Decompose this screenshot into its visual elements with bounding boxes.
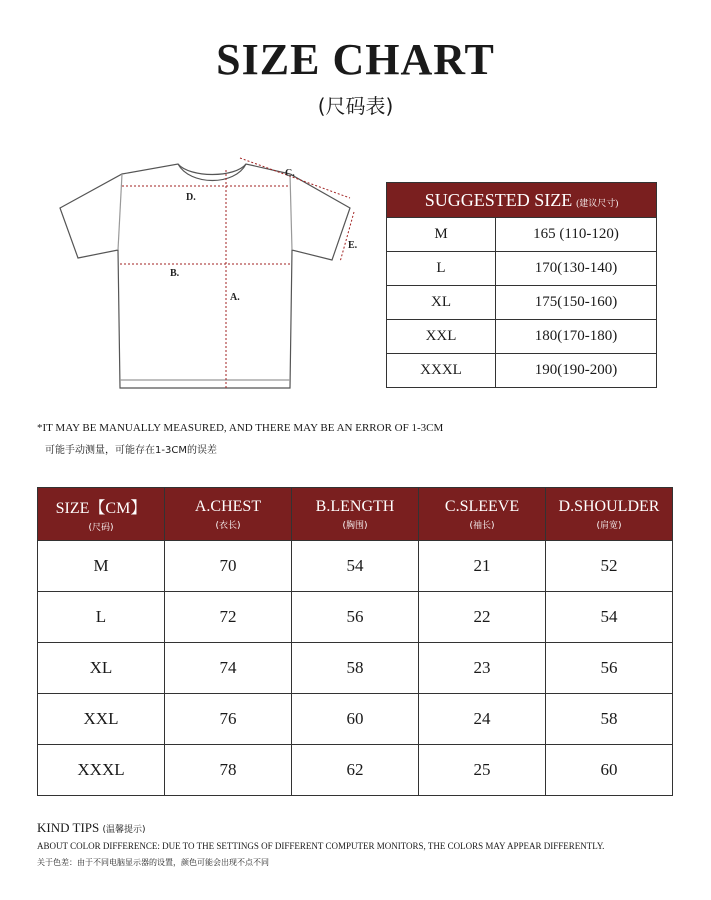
cuff-guide: [340, 212, 354, 262]
table-row: [38, 643, 673, 694]
chest-cell: 76: [165, 694, 292, 745]
size-cell: M: [38, 541, 165, 592]
page-subtitle: (尺码表): [317, 94, 394, 118]
suggested-height-cell: 175(150-160): [496, 286, 657, 320]
shoulder-cell: 60: [546, 745, 673, 796]
diagram-label-b: B.: [170, 268, 180, 279]
column-header-length: [292, 488, 419, 541]
suggested-height-cell: 190(190-200): [496, 354, 657, 388]
suggested-size-table: [386, 182, 657, 388]
kind-tips-heading: [37, 820, 146, 836]
table-row: [387, 320, 657, 354]
shoulder-cell: 58: [546, 694, 673, 745]
suggested-size-cell: XXXL: [387, 354, 496, 388]
column-header-shoulder: [546, 488, 673, 541]
table-row: [387, 354, 657, 388]
color-difference-note: ABOUT COLOR DIFFERENCE: DUE TO THE SETTINGS OF DIFFERENT COMPUTER MONITORS, THE COLORS MAY APPEAR DIFFERENTLY.: [37, 841, 605, 851]
table-row: [38, 745, 673, 796]
tshirt-outline: [60, 164, 350, 388]
kind-tips-title-cn: (温馨提示): [102, 825, 146, 835]
column-header-label: B.LENGTH: [315, 497, 395, 515]
shoulder-cell: 56: [546, 643, 673, 694]
tshirt-diagram: [50, 150, 370, 400]
kind-tips-title: KIND TIPS: [37, 820, 100, 835]
table-row: [38, 694, 673, 745]
suggested-height-cell: 180(170-180): [496, 320, 657, 354]
table-row: [38, 541, 673, 592]
table-header-row: [38, 488, 673, 541]
color-difference-note-cn: 关于色差：由于不同电脑显示器的设置，颜色可能会出现不点不同: [37, 858, 269, 867]
size-measurement-table: [37, 487, 673, 796]
measurement-note: *IT MAY BE MANUALLY MEASURED, AND THERE MAY BE AN ERROR OF 1-3CM: [37, 422, 444, 434]
sleeve-cell: 23: [419, 643, 546, 694]
suggested-size-title-cn: (建议尺寸): [576, 197, 619, 208]
size-cell: L: [38, 592, 165, 643]
page-title: SIZE CHART: [216, 35, 495, 84]
column-header-label-cn: (胸围): [342, 520, 368, 531]
column-header-label-cn: (尺码): [88, 523, 114, 533]
shoulder-cell: 52: [546, 541, 673, 592]
size-cell: XXL: [38, 694, 165, 745]
column-header-label: SIZE【CM】: [55, 500, 147, 517]
column-header-size: [38, 488, 165, 541]
column-header-label: D.SHOULDER: [558, 497, 660, 515]
chest-cell: 74: [165, 643, 292, 694]
diagram-label-e: E.: [348, 240, 358, 251]
sleeve-cell: 22: [419, 592, 546, 643]
measurement-note-cn: 可能手动测量，可能存在1-3CM的误差: [45, 445, 217, 456]
suggested-size-cell: M: [387, 218, 496, 252]
column-header-sleeve: [419, 488, 546, 541]
column-header-label: A.CHEST: [194, 497, 262, 515]
length-cell: 54: [292, 541, 419, 592]
sleeve-cell: 25: [419, 745, 546, 796]
diagram-label-c: C.: [285, 168, 295, 179]
suggested-size-cell: L: [387, 252, 496, 286]
suggested-size-cell: XL: [387, 286, 496, 320]
length-cell: 58: [292, 643, 419, 694]
suggested-height-cell: 165 (110-120): [496, 218, 657, 252]
table-row: [38, 592, 673, 643]
size-cell: XL: [38, 643, 165, 694]
length-cell: 56: [292, 592, 419, 643]
column-header-label: C.SLEEVE: [444, 497, 520, 515]
length-cell: 62: [292, 745, 419, 796]
table-row: [387, 252, 657, 286]
column-header-label-cn: (袖长): [469, 520, 495, 531]
suggested-height-cell: 170(130-140): [496, 252, 657, 286]
column-header-chest: [165, 488, 292, 541]
diagram-label-a: A.: [230, 292, 240, 303]
sleeve-cell: 24: [419, 694, 546, 745]
suggested-size-header: [387, 183, 657, 218]
size-cell: XXXL: [38, 745, 165, 796]
suggested-size-title: SUGGESTED SIZE: [424, 189, 573, 210]
sleeve-guide: [240, 158, 350, 198]
chest-cell: 72: [165, 592, 292, 643]
column-header-label-cn: (肩宽): [596, 520, 622, 531]
column-header-label-cn: (衣长): [215, 520, 241, 531]
diagram-label-d: D.: [186, 192, 196, 203]
length-cell: 60: [292, 694, 419, 745]
sleeve-cell: 21: [419, 541, 546, 592]
table-row: [387, 286, 657, 320]
chest-cell: 78: [165, 745, 292, 796]
chest-cell: 70: [165, 541, 292, 592]
suggested-size-cell: XXL: [387, 320, 496, 354]
table-row: [387, 218, 657, 252]
shoulder-cell: 54: [546, 592, 673, 643]
